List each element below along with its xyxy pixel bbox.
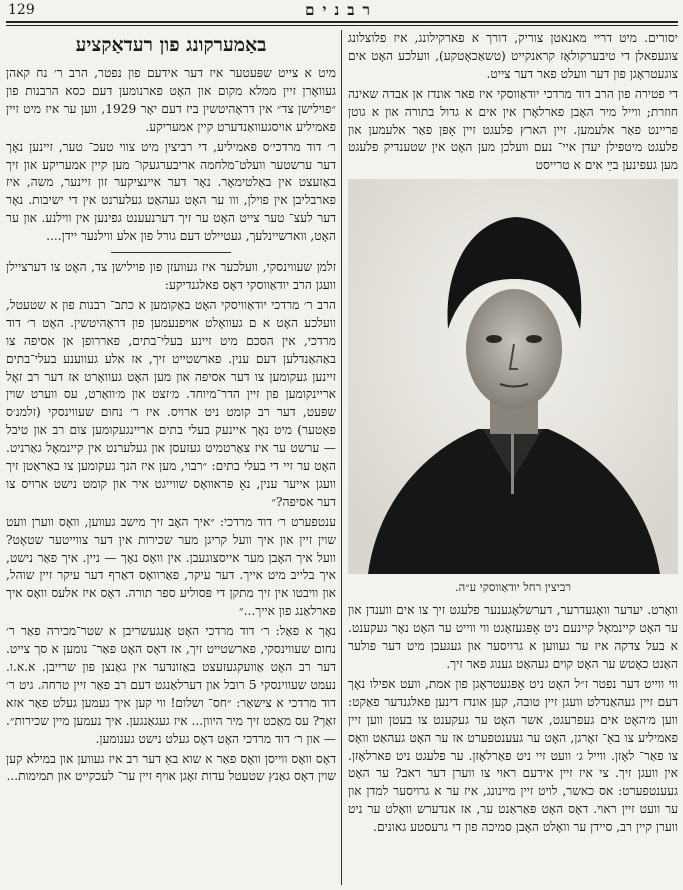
column-divider	[341, 30, 342, 885]
paragraph: ר׳ דוד מרדכי׳ס פאמיליע, די רביצין מיט צווי טעכ־ טער, זיינען נאָך דער ערשטער וועלט־מלחמה אריבערגעקו־ מען קיין אמעריקע און זיך באַזעצט אין באַלטימאָר. נאָר דער איינציקער זון זיינער, משה, איז פארבליבן אין פוילן, ווו ער האָט געהאַט געלערנט אין די ישיבות. נאָר דער לעצ־ טער צייט האָט ער זיך דערנעענט גפינען אין ווילנע. און ער האָט, ווארשיינלעך, געטיילט דעם גורל פון אלע ווילנער יידן....	[6, 139, 336, 244]
paragraph: וואָרט. יעדער וואָגעדרער, דערשלאָגענער פלעגט זיך צו אים ווענדן און ער האָט קיינמאָל קיינעם ניט אָפּגעזאָגט ווי ווייט ער האָט נאָר געקענט. א בעל צדקה איז ער געווען א גרויסער און געגעבן מיט דער פולער האַנט כאָטש ער האָט קוים געהאַט גענוג פאר זיך.	[348, 603, 678, 671]
paragraph: הרב ר׳ מרדכי יודאַוויסקי האָט באַקומען א כתב־ רבנות פון א שטעטל, וועלכע האָט א ם געוואָלט אויפנעמען פון דראָהיטשין. האָט ר׳ דוד מרדכי, אין הסכם מיט זיינע בעלי־בתים, פאררופן אן אסיפה צו באַהאַנדלען דעם ענין. פארשטייט זיך, אז אלע געווענע בעלי־בתים זיינען געקומען צו דער אסיפה און מען האָט געוואָרט אז דער רב זאָל אריינקומען פון זיין הדר־מיוחד. מ׳זצט און מ׳וואַרט, עס ווערט שוין שפּעט, דער רב קומט ניט ארויס. איז ר׳ נחום שעווינסקי (זלמנ׳ס פאָטער) מיט נאָך איינעק בעלי בתים אריינגעקומען צום רב און טיבל — ערשט ער איז צאַרטמיט געזעסן און געלערנט אין קיינמאָל גאַרניט. האָט ער זיי די בעלי בתים: ״רבוי, מען איז הנך געקומען צו באַראַטן זיך וועגן אייער ענין, נאָ פּראוואָס שווייגט איר און קומט נישט ארויס צו דער אסיפה?״	[6, 297, 336, 509]
paragraph: די פטירה פון הרב דוד מרדכי יודאַווסקי איז פאר אונדז אן אבדה שאינה חוזרת; ווייל מיר האָבן פארלאָרן אין אים א גדול בתורה און א גוטן פריינט פאַר אלעמען. זיין הארץ פלעגט זיין אָפּן פאַר אלעמען און פלעגט מיטפילן יעדן איי־ נעם וועלכן מען האָט אין שטענדיק פלעגט מען געפינען בײַ אים א טרייסט	[348, 86, 678, 173]
header-rule	[6, 21, 678, 23]
running-title: רבנים	[305, 1, 378, 19]
header-rule-thin	[6, 25, 678, 26]
paragraph: מיט א צייט שפּעטער איז דער אידעם פון נפטר, הרב ר׳ נח קאהן געוואָרן זיין ממלא מקום און האָט פארנומען דעם כסא הרבנות פון ״פוילישן צד״ אין דראָהיטשין ביז דעם יאָר 1929, ווען ער איז מיט זיין פאמיליע אויסגעוואַנדערט קיין אמעריקע.	[6, 66, 336, 134]
paragraph: זלמן שעווינסקי, וועלכער איז געוועזן פון פוילישן צד, האָט צו דערציילן וועגן הרב יודאַווסקי דאָס פאלגנדיקע:	[6, 260, 336, 292]
page-header	[0, 0, 683, 22]
page-number: 129	[8, 2, 35, 18]
right-column	[348, 30, 678, 885]
photo-caption: רביצין רחל יודאַווסקי ע״ה.	[454, 580, 572, 595]
left-column	[6, 30, 336, 885]
paragraph: יסורים. מיט דריי מאנאטן צוריק, דורך א פארקילונג, איז פלוצלונג צוגעפאלן די טיבערקולאָז קראנקייט (טשאַכאָטקע), וועלכע האָט אים צוגעטראָגן פון דער וועלט פאר דער צייט.	[348, 31, 678, 81]
paragraph: נאָך א פאַל: ר׳ דוד מרדכי האָט אָנגעשריבן א שטר־מכירה פאַר ר׳ נחום שעווינסקי, פארשטייט זיך, אז דאָס האָט פאַר־ נומען א סך צייט. דער רב האָט אַוועקגעזעצט באַזונדער אין גאַנצן פון שרייבן. א.א.ו. נעמט שעווינסקי 5 רובל און דערלאַנגט דעם רב פאַר זיין טרחה. גיט ר׳ דוד מרדכי א צישאַר: ״חס־ ושלום! ווי קען איך געמען געלט פאַר אזא זאַך? עס מאַכט זיך מיר היוון... איז געגאַנגען. איך נעמען מיין שכירות״. — און ר׳ דוד מרדכי האָט דאָס געלט נישט גענומען.	[6, 624, 336, 746]
section-divider	[111, 252, 231, 253]
paragraph: דאָס וואָס ווייסן וואָס פאַר א שוא באַ דער רב איז געווען און במילא קען שוין דאָס גאַנץ שטעטל עדות זאָגן אויף זיין ער־ לעכקייט און תמימות...	[6, 751, 336, 784]
portrait-photo	[348, 179, 678, 574]
article-title: באַמערקונג פון רעדאַקציע	[75, 34, 267, 56]
portrait-image	[348, 179, 678, 574]
paragraph: ענטפערט ר׳ דוד מרדכי: ״איך האָב זיך מישב געווען, וואָס ווערן וועט שוין זיין און איך וועל קריגן מער שכירות אין דער צווייטער שטאָט? וועל איך האָבן מער אייסצוגעבן. אין וואָס נאָך — ניין. איך פאַר נישט, איך בלייב מיט אייך. דער עיקר, פאַרוואָס דאַרף דער עיקר זיין שוהל, און וויבטו אין זיך מתקן די פּסוליע ספר תורה. דאָס איז אלעס וואָס איך פארלאַנג פון אייך...״	[6, 514, 336, 619]
paragraph: ווי ווייט דער נפטר ז״ל האָט ניט אָפּגעטראָגן פון אמת, וועט אפילו נאָך דעם זיין געהאַנדלט וועגן זיין טובה, קען אונדז דינען פאלגנדער פאַקט: ווען מ׳האָט אים געפרעגט, אשר האָט ער געקענט צו בעטן ווען זיין פאמיליע צו באַ־ זאָרגן, האָט ער געענטפערט אז ער האָט געהאַט וואָס צו פאַר־ לאָזן. ווייל ג׳ וועט זיי ניט פאַרלאָזן. ער פלעגט ניט פארלאָזן. אין וועגן זיך. צי איז זיין אידעם ראוי צו ווערן דער ראב? ער האָט געענטפערט: אס כאשר, לויט זיין מיינונג, איז ער א גרויסער למדן און ער וועט זיין ראוי. דאָס האָט פּאַראַנט ער, אז אנדערש וואָלט ער ניט ווערן קיין רב, סיידן ער וואָלט האָבן סמיכה פון די גרעסטע גאונים.	[348, 676, 678, 835]
